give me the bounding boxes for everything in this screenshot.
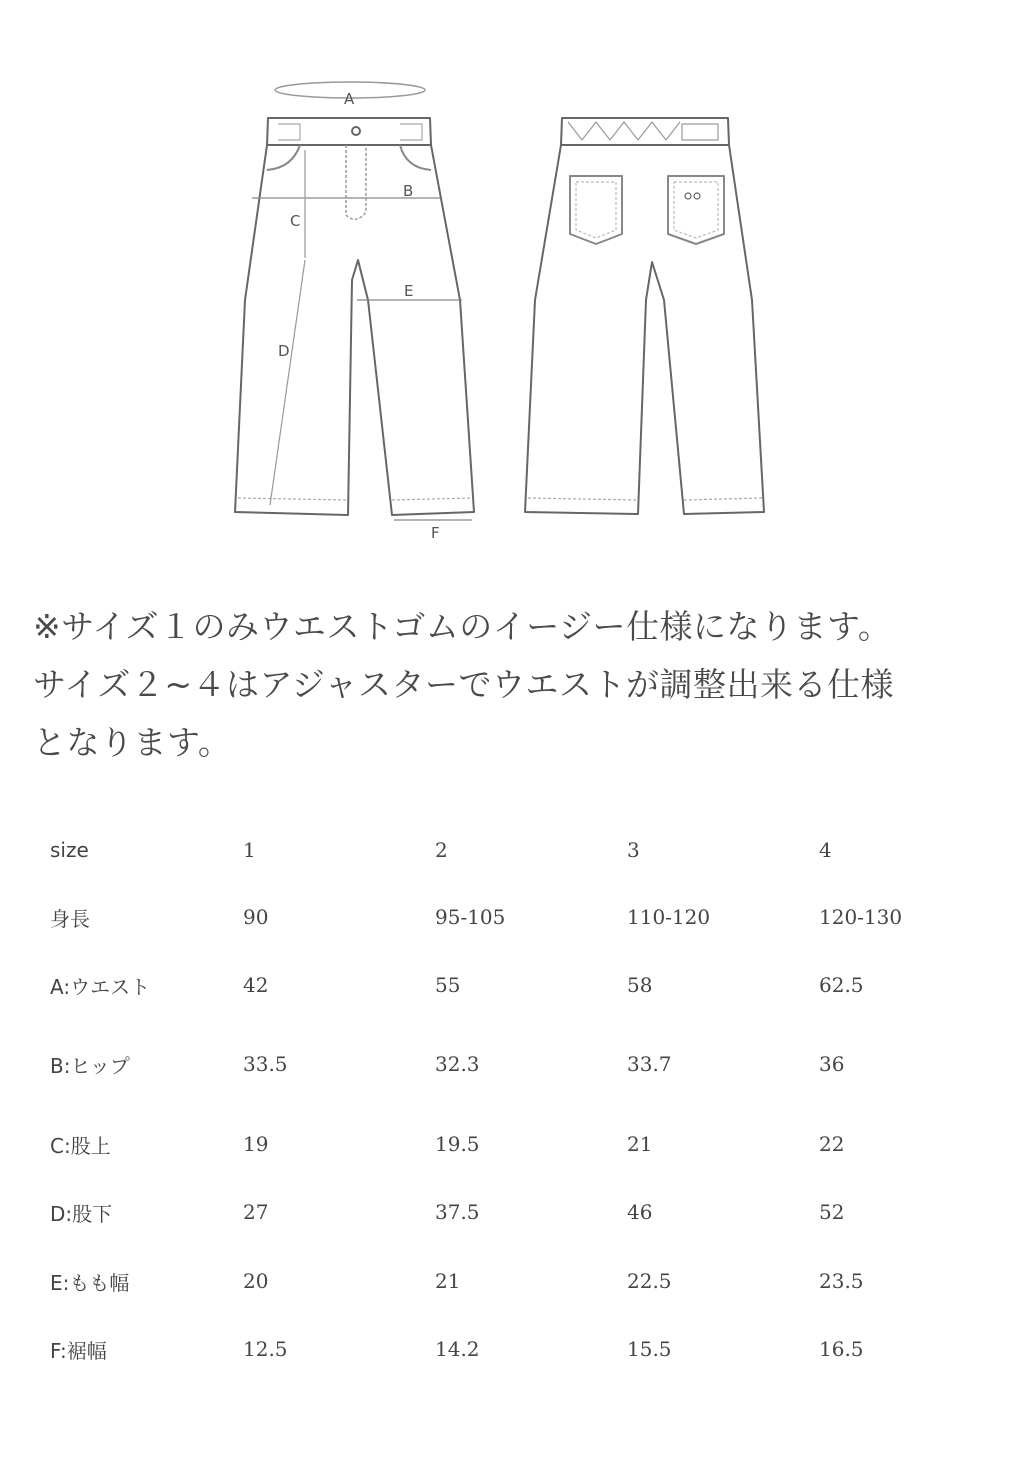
- table-row: [50, 954, 1010, 1016]
- value-cell: 55: [435, 973, 461, 997]
- value-cell: 46: [627, 1200, 653, 1224]
- size-chart-table: [50, 820, 1010, 1384]
- value-cell: 58: [627, 973, 653, 997]
- value-cell: 3: [627, 838, 640, 862]
- value-cell: 37.5: [435, 1200, 480, 1224]
- table-row: [50, 1314, 1010, 1384]
- value-cell: 14.2: [435, 1337, 480, 1361]
- row-label-cell: C:股上: [50, 1133, 111, 1158]
- notice-line-2: サイズ２~４はアジャスターでウエストが調整出来る仕様: [33, 665, 895, 704]
- size-notice: [33, 598, 1003, 772]
- value-cell: 33.7: [627, 1052, 672, 1076]
- value-cell: 20: [243, 1269, 269, 1293]
- value-cell: 21: [627, 1132, 653, 1156]
- value-cell: 95-105: [435, 905, 506, 929]
- value-cell: 19.5: [435, 1132, 480, 1156]
- table-row: [50, 880, 1010, 954]
- dim-label-b: B: [403, 182, 414, 200]
- value-cell: 22: [819, 1132, 845, 1156]
- value-cell: 120-130: [819, 905, 903, 929]
- value-cell: 52: [819, 1200, 845, 1224]
- dim-label-c: C: [290, 212, 301, 230]
- row-label-cell: size: [50, 838, 89, 862]
- row-label-cell: B:ヒップ: [50, 1053, 130, 1078]
- notice-line-1: ※サイズ１のみウエストゴムのイージー仕様になります。: [33, 607, 892, 646]
- value-cell: 2: [435, 838, 448, 862]
- dim-label-f: F: [431, 524, 440, 542]
- value-cell: 33.5: [243, 1052, 288, 1076]
- row-label-cell: A:ウエスト: [50, 974, 151, 999]
- value-cell: 36: [819, 1052, 845, 1076]
- value-cell: 110-120: [627, 905, 711, 929]
- table-row: [50, 1016, 1010, 1112]
- value-cell: 23.5: [819, 1269, 864, 1293]
- dim-label-e: E: [404, 282, 414, 300]
- dim-label-d: D: [278, 342, 290, 360]
- table-row: [50, 1112, 1010, 1176]
- value-cell: 16.5: [819, 1337, 864, 1361]
- value-cell: 1: [243, 838, 256, 862]
- value-cell: 27: [243, 1200, 269, 1224]
- dim-label-a: A: [344, 90, 355, 108]
- value-cell: 32.3: [435, 1052, 480, 1076]
- table-row: [50, 1248, 1010, 1314]
- row-label-cell: D:股下: [50, 1201, 113, 1226]
- pants-diagram: [0, 0, 1024, 560]
- value-cell: 19: [243, 1132, 269, 1156]
- value-cell: 4: [819, 838, 832, 862]
- notice-line-3: となります。: [33, 723, 232, 762]
- back-pants: [525, 118, 764, 514]
- row-label-cell: E:もも幅: [50, 1270, 130, 1295]
- value-cell: 62.5: [819, 973, 864, 997]
- row-label-cell: F:裾幅: [50, 1338, 107, 1363]
- value-cell: 90: [243, 905, 269, 929]
- value-cell: 12.5: [243, 1337, 288, 1361]
- front-pants: [235, 82, 474, 520]
- value-cell: 42: [243, 973, 269, 997]
- value-cell: 15.5: [627, 1337, 672, 1361]
- table-header-row: [50, 820, 1010, 880]
- value-cell: 22.5: [627, 1269, 672, 1293]
- row-label-cell: 身長: [50, 906, 90, 931]
- table-row: [50, 1176, 1010, 1248]
- value-cell: 21: [435, 1269, 461, 1293]
